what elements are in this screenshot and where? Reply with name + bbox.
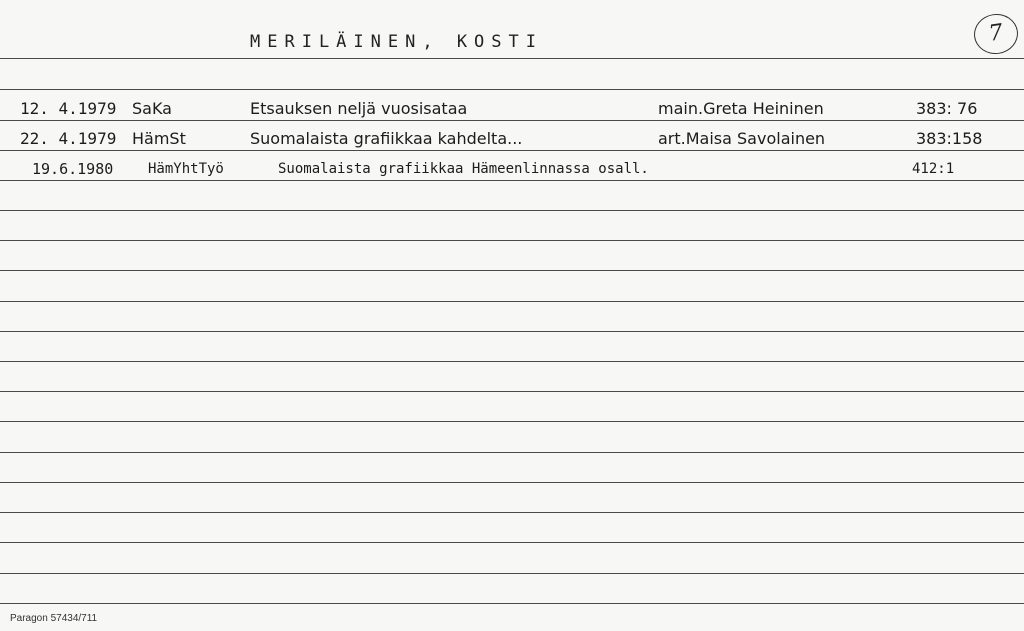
entry-ref: 412:1 [912,161,955,177]
ruled-line [0,210,1024,211]
entry-venue: HämSt [132,129,186,148]
entry-ref: 383:158 [916,129,983,148]
entry-venue: SaKa [132,99,172,118]
ruled-line [0,120,1024,121]
ruled-line [0,391,1024,392]
ruled-line [0,301,1024,302]
header-rule [0,58,1024,59]
ruled-line [0,331,1024,332]
ruled-line [0,603,1024,604]
entry-date: 19.6.1980 [32,160,114,178]
printer-imprint: Paragon 57434/711 [10,613,98,624]
entry-ref: 383: 76 [916,99,978,118]
ruled-line [0,180,1024,181]
ruled-line [0,240,1024,241]
card-number-circle: 7 [971,11,1020,57]
ruled-line [0,573,1024,574]
ruled-line [0,482,1024,483]
card-title: MERILÄINEN, KOSTI [250,32,543,52]
entry-source: art.Maisa Savolainen [658,129,826,148]
entry-title: Suomalaista grafiikkaa Hämeenlinnassa osall. [278,161,649,177]
entry-date: 12. 4.1979 [20,99,117,118]
ruled-line [0,150,1024,151]
entry-title: Suomalaista grafiikkaa kahdelta... [250,129,523,148]
entry-source: main.Greta Heininen [658,99,824,118]
ruled-line [0,452,1024,453]
entry-venue: HämYhtTyö [148,161,224,177]
entry-date: 22. 4.1979 [20,129,117,148]
ruled-line [0,512,1024,513]
entry-title: Etsauksen neljä vuosisataa [250,99,468,118]
ruled-line [0,270,1024,271]
ruled-line [0,361,1024,362]
ruled-line [0,89,1024,90]
ruled-line [0,421,1024,422]
ruled-line [0,542,1024,543]
